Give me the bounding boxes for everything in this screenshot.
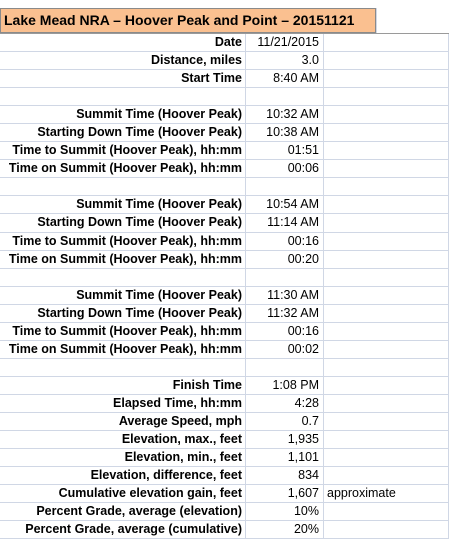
value-cell[interactable]: 10:54 AM (246, 196, 324, 213)
value-cell[interactable] (246, 178, 324, 195)
table-row (0, 160, 449, 178)
value-cell[interactable] (246, 269, 324, 286)
note-cell[interactable] (324, 251, 449, 268)
value-cell[interactable]: 11:32 AM (246, 305, 324, 322)
table-row (0, 124, 449, 142)
label-text: Summit Time (Hoover Peak) (76, 197, 242, 212)
value-cell[interactable]: 00:02 (246, 341, 324, 358)
value-cell[interactable]: 834 (246, 467, 324, 484)
table-row (0, 449, 449, 467)
note-cell[interactable] (324, 359, 449, 376)
note-cell[interactable] (324, 196, 449, 213)
value-cell[interactable]: 10% (246, 503, 324, 520)
note-cell[interactable] (324, 521, 449, 538)
note-cell[interactable] (324, 160, 449, 177)
table-row (0, 521, 449, 539)
table-row (0, 413, 449, 431)
label-text: Percent Grade, average (cumulative) (25, 522, 242, 537)
label-cell[interactable] (0, 142, 246, 159)
table-row (0, 305, 449, 323)
label-cell[interactable] (0, 485, 246, 502)
value-cell[interactable]: 1,101 (246, 449, 324, 466)
table-row (0, 485, 449, 503)
note-cell[interactable] (324, 431, 449, 448)
label-cell[interactable] (0, 34, 246, 51)
value-cell[interactable]: 00:16 (246, 323, 324, 340)
table-row (0, 52, 449, 70)
label-text: Elevation, min., feet (124, 450, 242, 465)
value-cell[interactable]: 11:14 AM (246, 214, 324, 231)
table-row (0, 359, 449, 377)
note-cell[interactable] (324, 124, 449, 141)
table-row (0, 88, 449, 106)
value-cell[interactable]: 10:38 AM (246, 124, 324, 141)
table-row (0, 287, 449, 305)
label-text: Elevation, max., feet (121, 432, 242, 447)
note-cell[interactable] (324, 214, 449, 231)
label-cell[interactable] (0, 52, 246, 69)
value-cell[interactable]: 1:08 PM (246, 377, 324, 394)
value-cell[interactable]: 20% (246, 521, 324, 538)
value-cell[interactable]: 4:28 (246, 395, 324, 412)
label-cell[interactable] (0, 233, 246, 250)
label-cell[interactable] (0, 269, 246, 286)
note-cell[interactable] (324, 106, 449, 123)
title-row (0, 0, 449, 34)
label-text: Summit Time (Hoover Peak) (76, 107, 242, 122)
table-row (0, 214, 449, 232)
label-cell[interactable] (0, 323, 246, 340)
label-text: Date (214, 35, 242, 49)
note-cell[interactable] (324, 70, 449, 87)
label-cell[interactable] (0, 106, 246, 123)
label-cell[interactable] (0, 467, 246, 484)
value-cell[interactable]: 10:32 AM (246, 106, 324, 123)
label-text: Time on Summit (Hoover Peak), hh:mm (8, 341, 242, 356)
note-cell[interactable] (324, 287, 449, 304)
label-text: Starting Down Time (Hoover Peak) (37, 305, 242, 320)
table-row (0, 106, 449, 124)
label-text: Time on Summit (Hoover Peak), hh:mm (8, 251, 242, 266)
table-row (0, 34, 449, 52)
label-cell[interactable] (0, 359, 246, 376)
label-text: Percent Grade, average (elevation) (36, 504, 242, 519)
note-cell[interactable] (324, 305, 449, 322)
label-cell[interactable] (0, 521, 246, 538)
table-row (0, 467, 449, 485)
note-cell[interactable] (324, 377, 449, 394)
value-cell[interactable]: 01:51 (246, 142, 324, 159)
note-cell[interactable] (324, 323, 449, 340)
label-cell[interactable] (0, 341, 246, 358)
note-cell[interactable] (324, 395, 449, 412)
value-cell[interactable]: 00:06 (246, 160, 324, 177)
label-text: Elevation, difference, feet (90, 468, 242, 483)
label-cell[interactable] (0, 70, 246, 87)
table-row (0, 70, 449, 88)
empty-cell[interactable] (376, 8, 449, 33)
value-cell[interactable] (246, 88, 324, 105)
value-cell[interactable]: 3.0 (246, 52, 324, 69)
label-text: Average Speed, mph (118, 413, 242, 428)
note-cell[interactable] (324, 413, 449, 430)
table-row (0, 395, 449, 413)
label-cell[interactable] (0, 305, 246, 322)
label-text: Time on Summit (Hoover Peak), hh:mm (8, 161, 242, 176)
label-cell[interactable] (0, 395, 246, 412)
label-text: Summit Time (Hoover Peak) (76, 287, 242, 302)
note-cell[interactable] (324, 178, 449, 195)
data-rows (0, 34, 449, 539)
note-cell[interactable] (324, 269, 449, 286)
note-cell[interactable] (324, 503, 449, 520)
value-cell[interactable]: 00:16 (246, 233, 324, 250)
label-cell[interactable] (0, 178, 246, 195)
note-cell[interactable] (324, 467, 449, 484)
table-row (0, 196, 449, 214)
note-cell[interactable] (324, 34, 449, 51)
value-cell[interactable] (246, 359, 324, 376)
label-cell[interactable] (0, 431, 246, 448)
label-text: Cumulative elevation gain, feet (58, 486, 242, 501)
note-cell[interactable] (324, 88, 449, 105)
table-row (0, 269, 449, 287)
table-row (0, 341, 449, 359)
value-cell[interactable]: 11/21/2015 (246, 34, 324, 51)
label-text: Finish Time (172, 377, 242, 392)
label-cell[interactable] (0, 251, 246, 268)
label-text: Starting Down Time (Hoover Peak) (37, 125, 242, 140)
table-row (0, 377, 449, 395)
label-text: Elapsed Time, hh:mm (113, 395, 242, 410)
label-cell[interactable] (0, 377, 246, 394)
value-cell[interactable]: 0.7 (246, 413, 324, 430)
note-cell[interactable] (324, 449, 449, 466)
note-cell[interactable] (324, 142, 449, 159)
table-row (0, 323, 449, 341)
label-text: Time to Summit (Hoover Peak), hh:mm (12, 143, 242, 158)
label-text: Starting Down Time (Hoover Peak) (37, 215, 242, 230)
note-cell[interactable] (324, 52, 449, 69)
note-cell[interactable]: approximate (324, 485, 449, 502)
label-cell[interactable] (0, 413, 246, 430)
label-cell[interactable] (0, 214, 246, 231)
table-row (0, 431, 449, 449)
value-cell[interactable]: 1,935 (246, 431, 324, 448)
label-cell[interactable] (0, 160, 246, 177)
label-text: Time to Summit (Hoover Peak), hh:mm (12, 233, 242, 248)
label-cell[interactable] (0, 124, 246, 141)
label-cell[interactable] (0, 196, 246, 213)
note-cell[interactable] (324, 341, 449, 358)
table-row (0, 178, 449, 196)
value-cell[interactable]: 00:20 (246, 251, 324, 268)
table-row (0, 503, 449, 521)
label-cell[interactable] (0, 503, 246, 520)
title-cell[interactable]: Lake Mead NRA – Hoover Peak and Point – 20151121 (0, 8, 376, 33)
note-cell[interactable] (324, 233, 449, 250)
label-cell[interactable] (0, 449, 246, 466)
label-text: Distance, miles (150, 53, 242, 68)
label-cell[interactable] (0, 88, 246, 105)
table-row (0, 233, 449, 251)
value-cell[interactable]: 11:30 AM (246, 287, 324, 304)
value-cell[interactable]: 8:40 AM (246, 70, 324, 87)
table-row (0, 142, 449, 160)
label-text: Time to Summit (Hoover Peak), hh:mm (12, 323, 242, 338)
value-cell[interactable]: 1,607 (246, 485, 324, 502)
label-cell[interactable] (0, 287, 246, 304)
table-row (0, 251, 449, 269)
label-text: Start Time (181, 71, 242, 86)
